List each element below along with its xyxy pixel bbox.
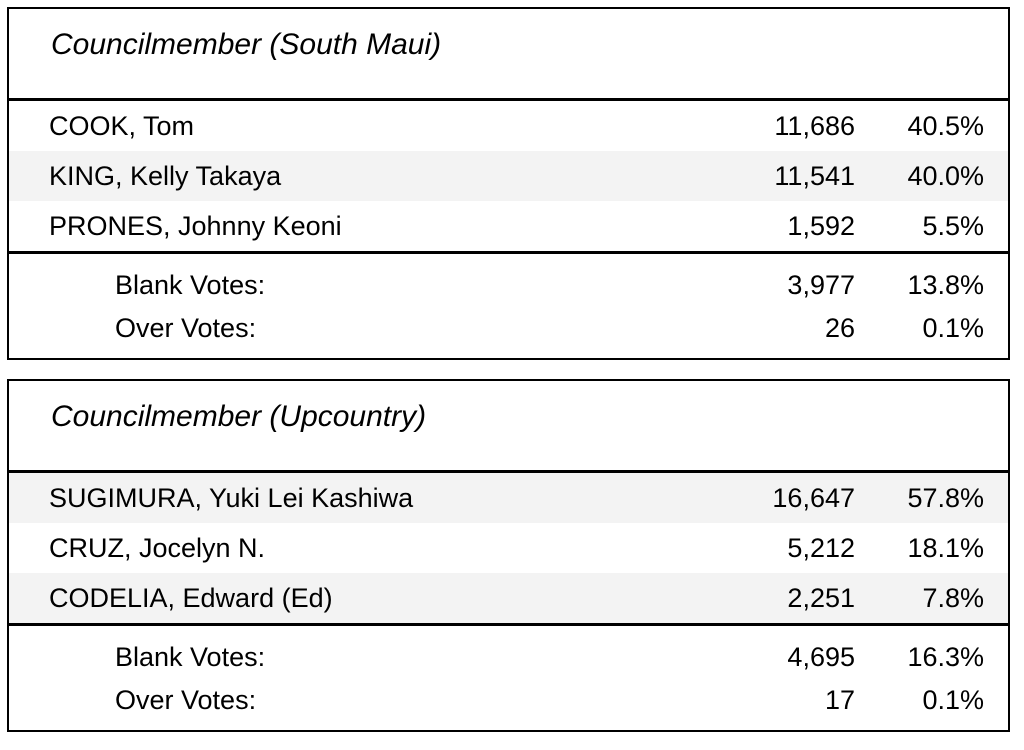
candidate-percent: 7.8% [922,582,984,613]
race-title: Councilmember (Upcountry) [9,381,1008,473]
blank-votes-percent: 16.3% [907,642,984,672]
candidate-percent: 40.5% [907,110,984,141]
candidate-votes: 2,251 [787,582,855,613]
candidate-votes: 11,541 [774,160,855,191]
over-votes-percent: 0.1% [922,685,984,715]
candidate-row [9,201,1008,251]
over-votes-percent: 0.1% [922,313,984,343]
candidate-name: COOK, Tom [49,110,195,141]
blank-votes-row [9,264,1008,307]
candidate-list [9,101,1008,254]
candidate-name: SUGIMURA, Yuki Lei Kashiwa [49,482,414,513]
candidate-name: CODELIA, Edward (Ed) [49,582,333,613]
candidate-name: CRUZ, Jocelyn N. [49,532,266,563]
candidate-votes: 1,592 [787,210,855,241]
candidate-row [9,573,1008,623]
candidate-name: PRONES, Johnny Keoni [49,210,342,241]
blank-votes-label: Blank Votes: [115,642,266,672]
blank-votes-row [9,636,1008,679]
candidate-name: KING, Kelly Takaya [49,160,282,191]
candidate-votes: 11,686 [774,110,855,141]
candidate-list [9,473,1008,626]
candidate-votes: 16,647 [772,482,855,513]
summary-list [9,254,1008,350]
over-votes-row [9,307,1008,350]
candidate-percent: 5.5% [922,210,984,241]
blank-votes-percent: 13.8% [907,270,984,300]
over-votes-label: Over Votes: [115,685,257,715]
over-votes-label: Over Votes: [115,313,257,343]
blank-votes-label: Blank Votes: [115,270,266,300]
summary-list [9,626,1008,722]
candidate-percent: 18.1% [907,532,984,563]
candidate-row [9,101,1008,151]
over-votes-count: 17 [824,685,855,715]
candidate-row [9,151,1008,201]
race-panel-south-maui [7,7,1010,360]
candidate-percent: 57.8% [907,482,984,513]
candidate-row [9,523,1008,573]
over-votes-row [9,679,1008,722]
over-votes-count: 26 [824,313,855,343]
candidate-row [9,473,1008,523]
race-panel-upcountry [7,379,1010,732]
blank-votes-count: 3,977 [787,270,855,300]
candidate-votes: 5,212 [787,532,855,563]
race-title: Councilmember (South Maui) [9,9,1008,101]
blank-votes-count: 4,695 [787,642,855,672]
candidate-percent: 40.0% [907,160,984,191]
